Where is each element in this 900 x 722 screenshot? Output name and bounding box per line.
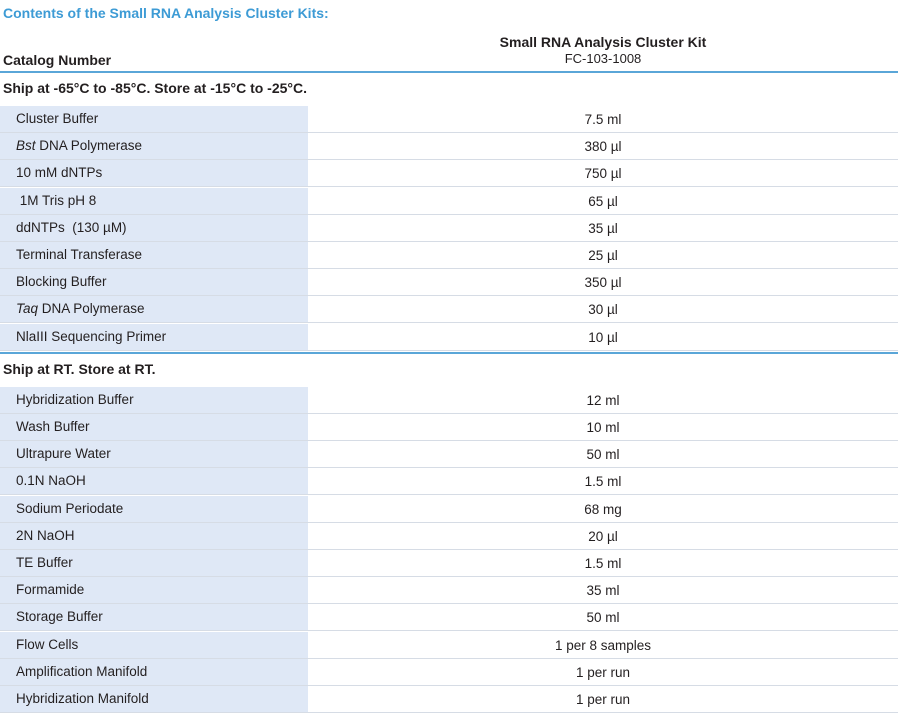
amount-cell — [308, 632, 898, 658]
component-cell — [0, 550, 308, 576]
component-cell — [0, 160, 308, 186]
component-name: 0.1N NaOH — [16, 473, 86, 489]
table-row — [0, 160, 898, 186]
component-name: 1M Tris pH 8 — [16, 192, 97, 208]
component-cell — [0, 215, 308, 241]
table-row — [0, 414, 898, 440]
component-name: TE Buffer — [16, 555, 73, 570]
amount-value: 10 ml — [586, 420, 620, 435]
table-row — [0, 296, 898, 322]
table-header — [0, 30, 898, 70]
component-cell — [0, 296, 308, 322]
component-cell — [0, 632, 308, 658]
row-divider — [0, 350, 898, 351]
component-name: Amplification Manifold — [16, 663, 148, 679]
amount-value: 30 µl — [588, 302, 618, 318]
amount-cell — [308, 269, 898, 295]
component-cell — [0, 496, 308, 522]
amount-cell — [308, 296, 898, 322]
amount-cell — [308, 215, 898, 241]
table-row — [0, 468, 898, 494]
component-cell — [0, 133, 308, 159]
amount-value: 20 µl — [588, 528, 618, 544]
amount-value: 350 µl — [584, 275, 622, 291]
component-cell — [0, 577, 308, 603]
amount-value: 50 ml — [586, 447, 620, 463]
component-cell — [0, 188, 308, 214]
amount-cell — [308, 133, 898, 159]
amount-value: 1 per run — [575, 692, 631, 707]
component-name: Storage Buffer — [16, 609, 103, 625]
component-name: Taq DNA Polymerase — [16, 301, 145, 317]
amount-value: 1.5 ml — [584, 556, 622, 571]
table-row — [0, 269, 898, 295]
table-row — [0, 215, 898, 241]
component-name: Hybridization Manifold — [16, 691, 149, 706]
component-cell — [0, 604, 308, 630]
section-rule — [0, 71, 898, 73]
table-row — [0, 188, 898, 214]
table-row — [0, 242, 898, 268]
amount-cell — [308, 604, 898, 630]
amount-cell — [308, 523, 898, 549]
table-row — [0, 387, 898, 413]
amount-cell — [308, 414, 898, 440]
component-name: Terminal Transferase — [16, 247, 143, 262]
row-divider — [0, 712, 898, 713]
amount-cell — [308, 496, 898, 522]
amount-value: 35 ml — [586, 583, 620, 599]
section-rule — [0, 352, 898, 354]
table-row — [0, 686, 898, 712]
section-heading: Ship at RT. Store at RT. — [3, 360, 156, 377]
amount-cell — [308, 577, 898, 603]
component-name: Flow Cells — [16, 636, 79, 652]
table-row — [0, 496, 898, 522]
table-row — [0, 523, 898, 549]
amount-cell — [308, 441, 898, 467]
amount-value: 68 mg — [584, 501, 622, 517]
amount-value: 12 ml — [586, 392, 620, 408]
amount-cell — [308, 242, 898, 268]
table-row — [0, 106, 898, 132]
amount-cell — [308, 550, 898, 576]
table-row — [0, 550, 898, 576]
component-name: Wash Buffer — [16, 419, 90, 434]
amount-value: 380 µl — [584, 139, 622, 155]
component-name: Cluster Buffer — [16, 111, 99, 126]
catalog-number-label: Catalog Number — [3, 52, 112, 68]
component-name: Formamide — [16, 582, 85, 598]
component-name: 2N NaOH — [16, 527, 75, 543]
component-name: Bst DNA Polymerase — [16, 138, 143, 154]
component-name: Ultrapure Water — [16, 446, 111, 462]
table-row — [0, 324, 898, 350]
component-cell — [0, 523, 308, 549]
amount-value: 35 µl — [588, 220, 618, 236]
component-cell — [0, 441, 308, 467]
amount-cell — [308, 468, 898, 494]
amount-value: 1 per run — [575, 664, 631, 680]
component-cell — [0, 659, 308, 685]
component-name: 10 mM dNTPs — [16, 165, 103, 181]
component-name: ddNTPs (130 µM) — [16, 219, 127, 235]
amount-cell — [308, 324, 898, 350]
amount-value: 10 µl — [588, 329, 618, 345]
amount-cell — [308, 188, 898, 214]
amount-value: 50 ml — [586, 610, 620, 626]
component-cell — [0, 106, 308, 132]
component-name: Sodium Periodate — [16, 500, 124, 516]
amount-cell — [308, 659, 898, 685]
kit-catalog-number: FC-103-1008 — [564, 51, 642, 66]
amount-value: 25 µl — [588, 248, 618, 263]
component-cell — [0, 414, 308, 440]
amount-value: 1 per 8 samples — [554, 637, 652, 653]
component-cell — [0, 324, 308, 350]
table-row — [0, 133, 898, 159]
table-row — [0, 604, 898, 630]
table-row — [0, 659, 898, 685]
table-row — [0, 632, 898, 658]
page-title: Contents of the Small RNA Analysis Cluster Kits: — [3, 5, 329, 21]
component-cell — [0, 686, 308, 712]
component-name: Blocking Buffer — [16, 274, 107, 290]
component-cell — [0, 468, 308, 494]
amount-cell — [308, 387, 898, 413]
component-cell — [0, 242, 308, 268]
component-name: NlaIII Sequencing Primer — [16, 328, 167, 344]
kit-column-header — [308, 34, 898, 66]
component-name: Hybridization Buffer — [16, 391, 134, 407]
kit-name: Small RNA Analysis Cluster Kit — [499, 34, 707, 50]
amount-cell — [308, 106, 898, 132]
amount-value: 1.5 ml — [584, 474, 622, 490]
amount-value: 7.5 ml — [584, 112, 622, 127]
amount-value: 750 µl — [584, 166, 622, 182]
amount-cell — [308, 160, 898, 186]
section-heading: Ship at -65°C to -85°C. Store at -15°C to -25°C. — [3, 80, 308, 96]
component-cell — [0, 387, 308, 413]
amount-value: 65 µl — [588, 193, 618, 209]
table-row — [0, 577, 898, 603]
component-cell — [0, 269, 308, 295]
amount-cell — [308, 686, 898, 712]
table-row — [0, 441, 898, 467]
